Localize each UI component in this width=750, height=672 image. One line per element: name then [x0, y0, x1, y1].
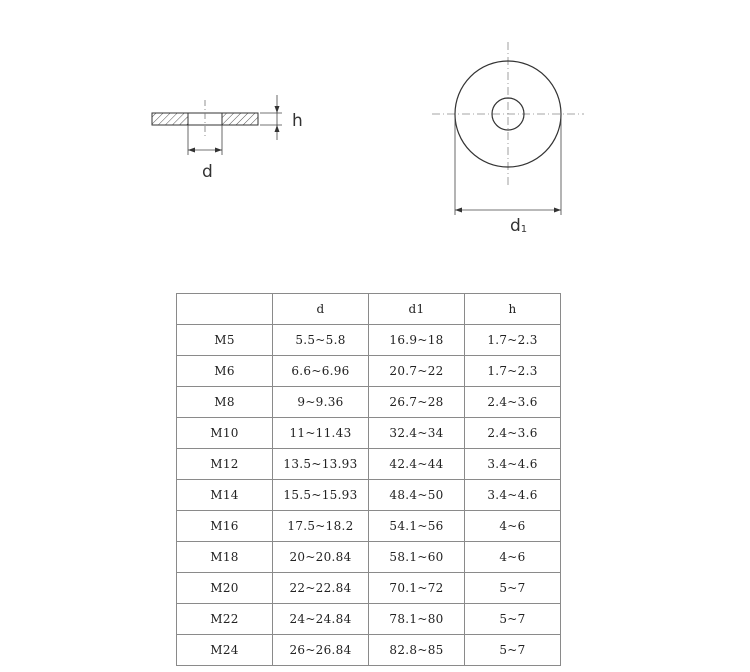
size-cell: M18 — [177, 542, 273, 573]
h-cell: 4~6 — [465, 511, 561, 542]
d-arrow-right — [215, 148, 222, 153]
d-cell: 20~20.84 — [273, 542, 369, 573]
table-row — [177, 387, 561, 418]
table-row — [177, 449, 561, 480]
d-cell: 17.5~18.2 — [273, 511, 369, 542]
d1-cell: 48.4~50 — [369, 480, 465, 511]
washer-spec-table — [176, 293, 561, 666]
d1-arrow-right — [554, 208, 561, 213]
header-size — [177, 294, 273, 325]
table-header-row — [177, 294, 561, 325]
washer-side-view — [152, 95, 303, 182]
d-cell: 13.5~13.93 — [273, 449, 369, 480]
h-arrow-top — [275, 106, 280, 113]
d1-cell: 82.8~85 — [369, 635, 465, 666]
h-cell: 5~7 — [465, 604, 561, 635]
d1-arrow-left — [455, 208, 462, 213]
header-d1: d1 — [369, 294, 465, 325]
d-cell: 26~26.84 — [273, 635, 369, 666]
d1-cell: 58.1~60 — [369, 542, 465, 573]
size-cell: M12 — [177, 449, 273, 480]
h-cell: 2.4~3.6 — [465, 418, 561, 449]
table-row — [177, 325, 561, 356]
size-cell: M8 — [177, 387, 273, 418]
d1-cell: 54.1~56 — [369, 511, 465, 542]
size-cell: M24 — [177, 635, 273, 666]
h-cell: 1.7~2.3 — [465, 356, 561, 387]
d1-cell: 32.4~34 — [369, 418, 465, 449]
d-cell: 22~22.84 — [273, 573, 369, 604]
d1-cell: 70.1~72 — [369, 573, 465, 604]
d-arrow-left — [188, 148, 195, 153]
d1-cell: 78.1~80 — [369, 604, 465, 635]
h-cell: 1.7~2.3 — [465, 325, 561, 356]
size-cell: M22 — [177, 604, 273, 635]
d-dimension-label: d — [202, 162, 213, 182]
washer-section-left — [152, 113, 188, 125]
table-row — [177, 573, 561, 604]
d1-cell: 20.7~22 — [369, 356, 465, 387]
washer-section-right — [222, 113, 258, 125]
d-cell: 15.5~15.93 — [273, 480, 369, 511]
table-row — [177, 480, 561, 511]
h-cell: 3.4~4.6 — [465, 480, 561, 511]
header-h: h — [465, 294, 561, 325]
table-row — [177, 511, 561, 542]
table-row — [177, 604, 561, 635]
h-dimension-label: h — [292, 111, 303, 131]
table-row — [177, 635, 561, 666]
size-cell: M20 — [177, 573, 273, 604]
h-arrow-bottom — [275, 125, 280, 132]
header-d: d — [273, 294, 369, 325]
d1-cell: 42.4~44 — [369, 449, 465, 480]
h-cell: 5~7 — [465, 573, 561, 604]
washer-top-view — [432, 42, 584, 236]
d1-dimension-label: d1 — [510, 216, 528, 236]
size-cell: M16 — [177, 511, 273, 542]
size-cell: M6 — [177, 356, 273, 387]
table-row — [177, 418, 561, 449]
table-row — [177, 542, 561, 573]
table-body — [177, 325, 561, 666]
washer-technical-drawing — [0, 0, 750, 290]
d1-cell: 26.7~28 — [369, 387, 465, 418]
h-cell: 2.4~3.6 — [465, 387, 561, 418]
d-cell: 24~24.84 — [273, 604, 369, 635]
table-row — [177, 356, 561, 387]
d-cell: 5.5~5.8 — [273, 325, 369, 356]
size-cell: M10 — [177, 418, 273, 449]
h-cell: 3.4~4.6 — [465, 449, 561, 480]
d-cell: 6.6~6.96 — [273, 356, 369, 387]
size-cell: M5 — [177, 325, 273, 356]
d-cell: 9~9.36 — [273, 387, 369, 418]
d-cell: 11~11.43 — [273, 418, 369, 449]
size-cell: M14 — [177, 480, 273, 511]
h-cell: 5~7 — [465, 635, 561, 666]
h-cell: 4~6 — [465, 542, 561, 573]
d1-cell: 16.9~18 — [369, 325, 465, 356]
